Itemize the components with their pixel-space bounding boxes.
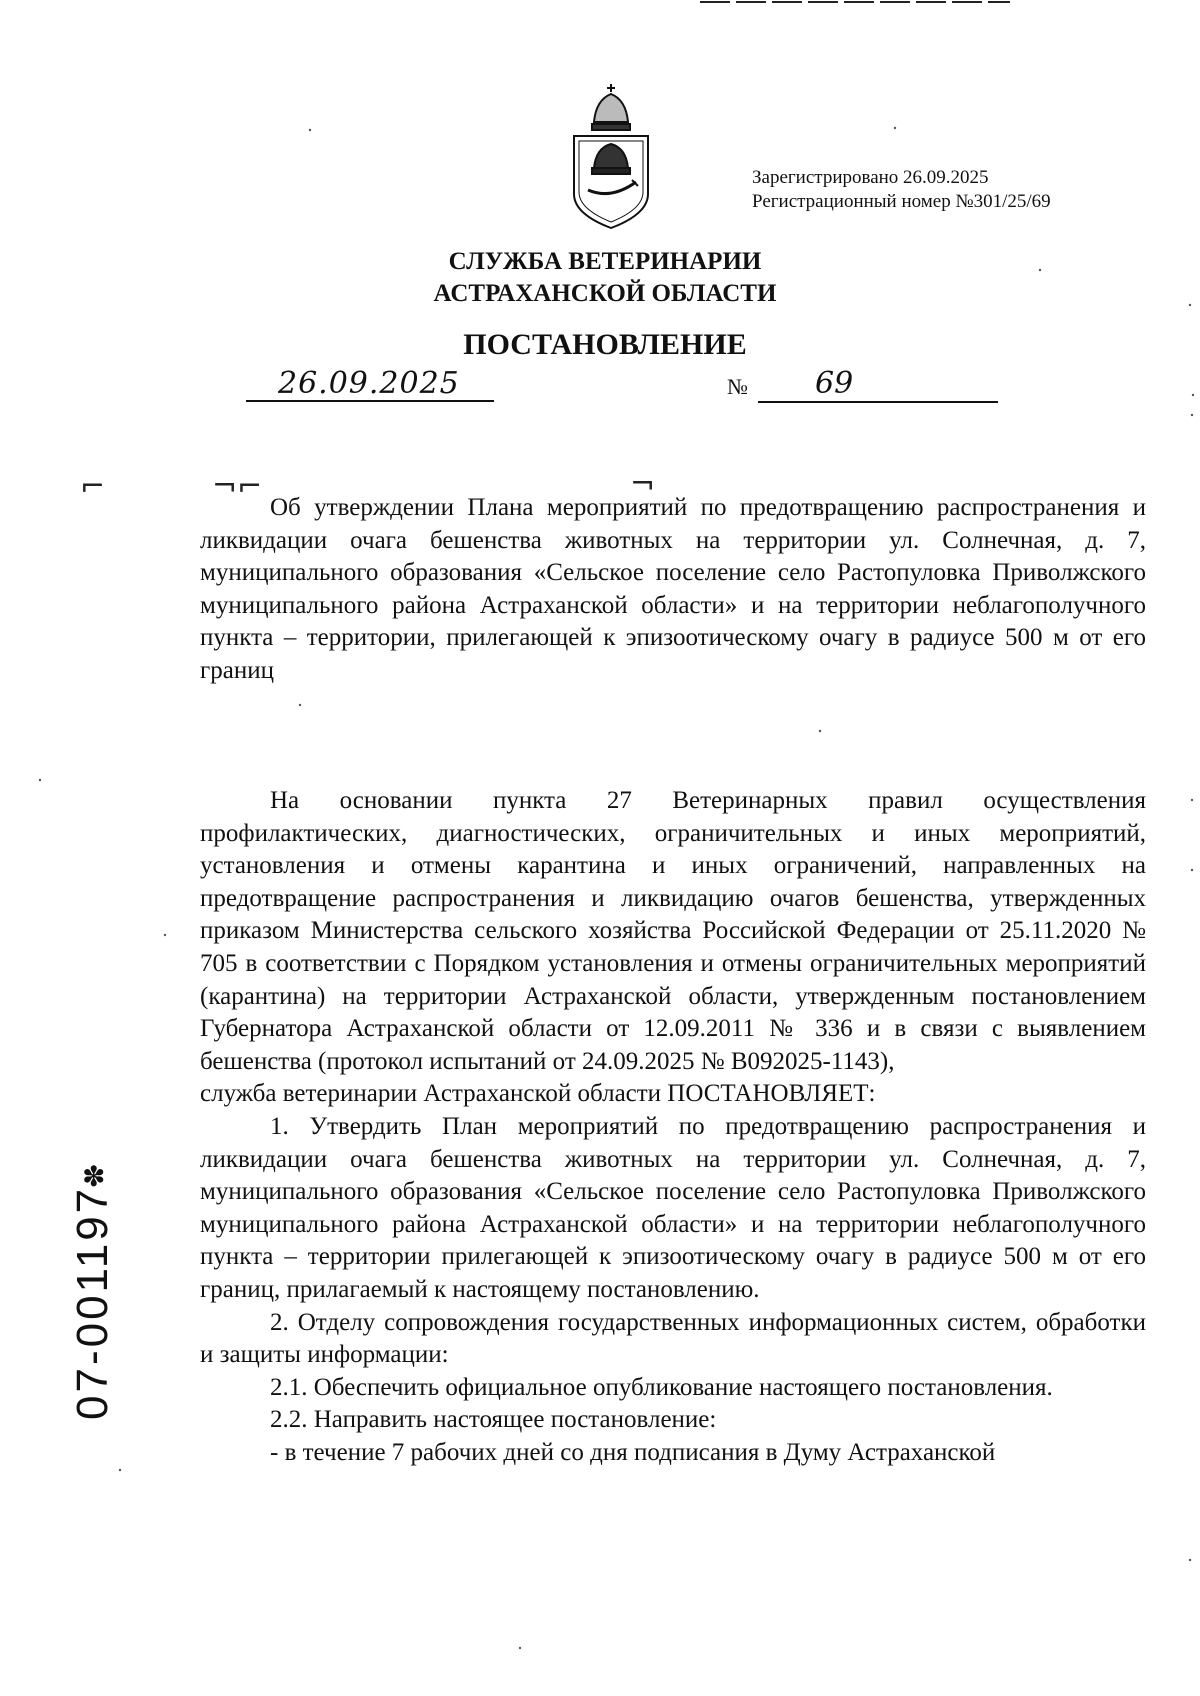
organization-line-1: СЛУЖБА ВЕТЕРИНАРИИ — [448, 248, 762, 275]
document-date-handwritten: 26.09.2025 — [278, 366, 460, 401]
item-2: 2. Отделу сопровождения государственных информационных систем, обработки и защиты информации: — [200, 1308, 1146, 1369]
title-text: Об утверждении Плана мероприятий по предотвращению распространения и ликвидации очага бешенства животных на территории ул. Солнечная, д. 7, муниципального образования «Сельское поселение село Растопуловка Приволжского муниципального района Астраханской области» и на территории неблагополучного пункта – территории, прилегающей к эпизоотическому очагу в радиусе 500 м от его границ — [200, 494, 1146, 684]
document-type: ПОСТАНОВЛЕНИЕ — [463, 328, 747, 361]
item-2-2: 2.2. Направить настоящее постановление: — [270, 1406, 717, 1434]
corner-mark-title-right: ¬ — [630, 467, 656, 502]
corner-mark-left: ⌐ — [80, 469, 106, 504]
document-title — [200, 492, 1146, 688]
item-2-2-a: - в течение 7 рабочих дней со дня подписания в Думу Астраханской — [270, 1438, 996, 1466]
registration-number: Регистрационный номер №301/25/69 — [752, 191, 1051, 212]
document-number-handwritten: 69 — [815, 366, 854, 401]
preamble-paragraph: На основании пункта 27 Ветеринарных правил осуществления профилактических, диагностических, ограничительных и иных мероприятий, установления и отмены карантина и иных ограничений, направленных на предотвращение распространения и ликвидацию очагов бешенства, утвержденных приказом Министерства сельского хозяйства Российской Федерации от 25.11.2020 № 705 в соответствии с Порядком установления и отмены ограничительных мероприятий (карантина) на территории Астраханской области, утвержденным постановлением Губернатора Астраханской области от 12.09.2011 № 336 и в связи с выявлением бешенства (протокол испытаний от 24.09.2025 № В092025-1143), — [200, 787, 1146, 1075]
coat-of-arms-icon — [566, 82, 656, 232]
date-underline — [246, 400, 494, 402]
organization-line-2: АСТРАХАНСКОЙ ОБЛАСТИ — [433, 280, 777, 307]
number-underline — [758, 401, 998, 403]
registration-date: Зарегистрировано 26.09.2025 — [752, 167, 989, 188]
organization-name — [0, 246, 1200, 310]
side-stamp-symbol: ✽ — [82, 1162, 106, 1193]
corner-mark-title-left: ¬⌐ — [212, 469, 263, 504]
resolves-paragraph: служба ветеринарии Астраханской области ПОСТАНОВЛЯЕТ: — [200, 1080, 876, 1108]
item-2-1: 2.1. Обеспечить официальное опубликование настоящего постановления. — [270, 1373, 1053, 1401]
item-1: 1. Утвердить План мероприятий по предотвращению распространения и ликвидации очага бешенства животных на территории ул. Солнечная, д. 7, муниципального образования «Сельское поселение село Растопуловка Приволжского муниципального района Астраханской области» и на территории неблагополучного пункта – территории прилегающей к эпизоотическому очагу в радиусе 500 м от его границ, прилагаемый к настоящему постановлению. — [200, 1112, 1146, 1303]
document-body — [200, 785, 1146, 1469]
number-label: № — [727, 374, 748, 399]
registration-info — [752, 166, 1051, 214]
side-stamp-number: 07-001197 — [68, 1185, 117, 1420]
